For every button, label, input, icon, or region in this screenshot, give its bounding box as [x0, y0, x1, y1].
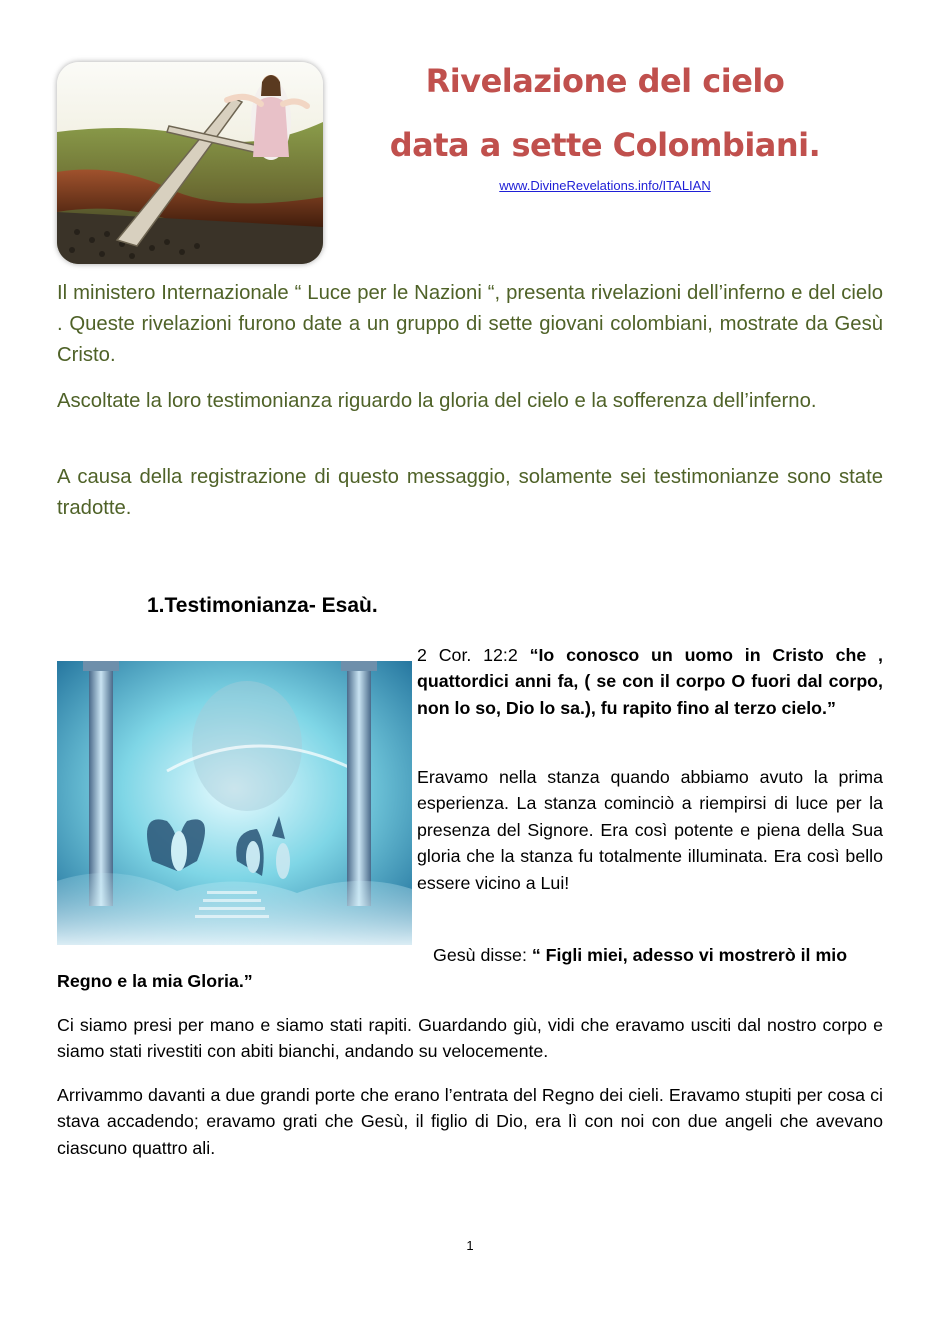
- paragraph-rapture: Ci siamo presi per mano e siamo stati rapiti. Guardando giù, vidi che eravamo usciti dal nostro corpo e siamo stati rivestiti con abiti bianchi, andando su velocemente.: [57, 1015, 883, 1062]
- quote-reference: 2 Cor. 12:2: [417, 645, 530, 665]
- jesus-said-quote-a: “ Figli miei, adesso vi mostrerò il mio: [531, 945, 848, 965]
- paragraph-experience: Eravamo nella stanza quando abbiamo avuto la prima esperienza. La stanza cominciò a riempirsi di luce per la presenza del Signore. Era così potente e piena della Sua gloria che la stanza fu totalmente illuminata. Era così bello essere vicino a Lui!: [417, 767, 883, 893]
- paragraph-gates: Arrivammo davanti a due grandi porte che erano l’entrata del Regno dei cieli. Eravamo stupiti per cosa ci stava accadendo; eravamo grati che Gesù, il figlio di Dio, era lì con noi con due angeli che avevano ciascuno quattro ali.: [57, 1085, 883, 1158]
- title-line-1: Rivelazione del cielo: [425, 62, 785, 100]
- paragraph-jesus-said: [57, 942, 883, 995]
- heaven-angels-image: [57, 661, 412, 945]
- intro-paragraph-2: Ascoltate la loro testimonianza riguardo la gloria del cielo e la sofferenza dell’inferno.: [57, 390, 817, 412]
- page-number: 1: [466, 1238, 474, 1253]
- intro-paragraph-1: Il ministero Internazionale “ Luce per le Nazioni “, presenta rivelazioni dell’inferno e del cielo . Queste rivelazioni furono date a un gruppo di sette giovani colombiani, mostrate da Gesù Cristo.: [57, 282, 883, 366]
- jesus-cross-image: [57, 62, 323, 264]
- section-heading: 1.Testimonianza- Esaù.: [147, 594, 378, 617]
- scripture-quote: [417, 642, 883, 721]
- jesus-said-quote-b: Regno e la mia Gloria.”: [57, 971, 253, 992]
- website-link[interactable]: www.DivineRevelations.info/ITALIAN: [499, 178, 711, 193]
- jesus-said-intro: Gesù disse:: [433, 945, 532, 965]
- intro-paragraph-3: A causa della registrazione di questo messaggio, solamente sei testimonianze sono state tradotte.: [57, 466, 883, 519]
- title-line-2: data a sette Colombiani.: [389, 126, 821, 164]
- quote-text: “Io conosco un uomo in Cristo che , quattordici anni fa, ( se con il corpo O fuori dal corpo, non lo so, Dio lo sa.), fu rapito fino al terzo cielo.”: [417, 645, 883, 718]
